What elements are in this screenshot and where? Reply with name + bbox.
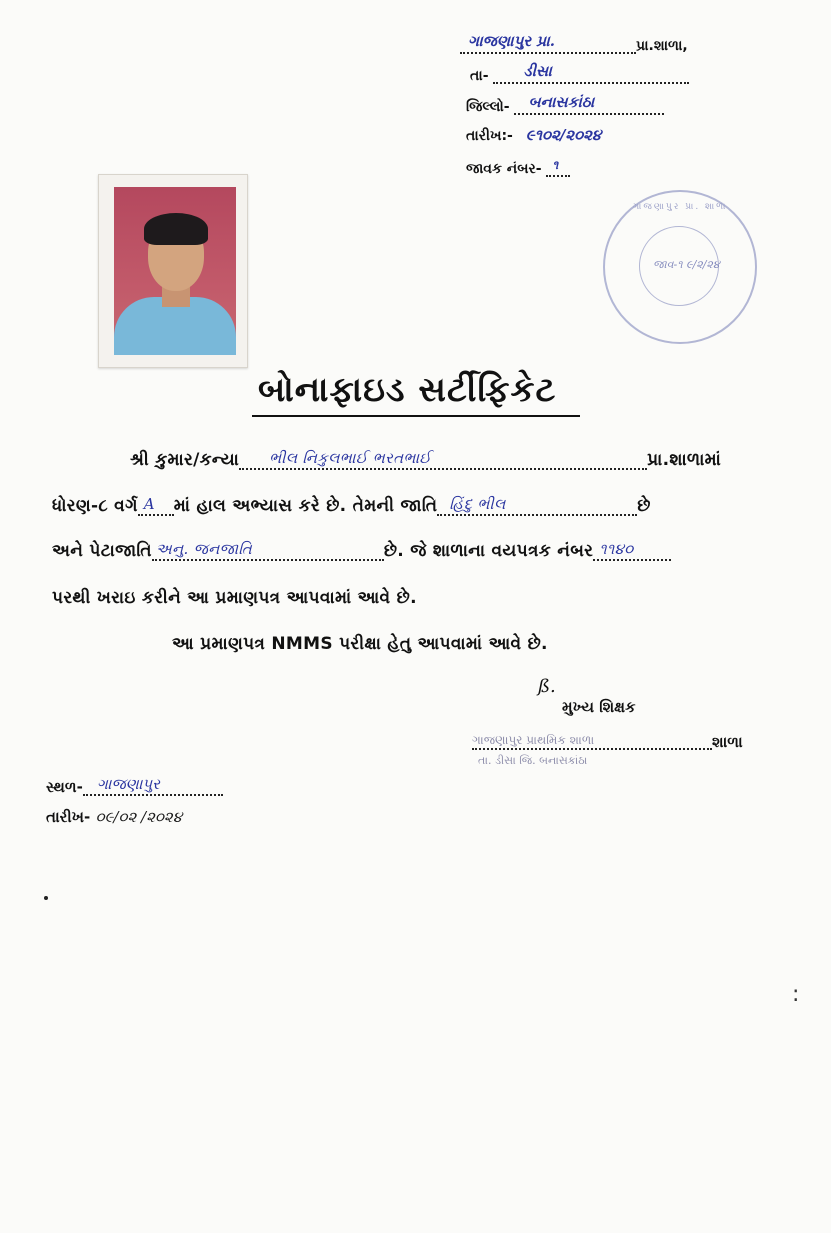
line2-mid: માં હાલ અભ્યાસ કરે છે. તેમની જાતિ — [173, 496, 438, 516]
footer-date-line — [46, 808, 182, 826]
headmaster-signature: ß. — [538, 676, 556, 697]
header-school-value: ગાજણાપુર પ્રા. — [468, 32, 555, 50]
place-field — [83, 776, 223, 796]
header-school-field — [460, 34, 636, 54]
place-value: ગાજણાપુર — [96, 775, 160, 793]
header-outward-label: જાવક નંબર- — [466, 161, 542, 177]
school-name-field — [472, 733, 712, 750]
certificate-title: બોનાફાઇડ સર્ટીફિકેટ — [258, 370, 557, 410]
header-taluka-value: ડીસા — [523, 62, 552, 80]
place-label: સ્થળ- — [46, 778, 83, 796]
header-district-line — [466, 95, 664, 115]
student-photo-image — [114, 187, 236, 355]
register-field — [593, 539, 671, 561]
header-taluka-line — [470, 64, 689, 84]
school-name-stamp — [472, 733, 712, 750]
subcaste-value: અનુ. જનજાતિ — [155, 540, 253, 558]
seal-date: જાવ-૧ ૯/૨/૨૪ — [653, 258, 720, 271]
header-outward-field — [546, 157, 570, 177]
line3-mid: છે. જે શાળાના વયપત્રક નંબર — [383, 541, 594, 561]
line2-prefix: ધોરણ-૮ વર્ગ — [52, 496, 138, 516]
body-line-3 — [52, 539, 671, 561]
student-name-field — [239, 448, 647, 470]
line2-suffix: છે — [637, 496, 651, 516]
line1-suffix: પ્રા.શાળામાં — [647, 450, 722, 470]
title-underline — [252, 415, 580, 417]
line1-prefix: શ્રી કુમાર/કન્યા — [130, 450, 240, 470]
school-suffix: શાળા — [712, 733, 743, 751]
footer-date-value: ૦૯/૦૨ /૨૦૨૪ — [95, 808, 183, 826]
stray-dot — [44, 896, 48, 900]
header-taluka-label: તા- — [470, 68, 489, 84]
caste-value: હિંદુ ભીલ — [449, 495, 506, 513]
header-district-field — [514, 95, 664, 115]
seal-ring-text: ગાજણાપુર પ્રા. શાળા — [632, 202, 728, 212]
footer-date-label: તારીખ- — [46, 808, 91, 826]
body-line-2 — [52, 494, 651, 516]
caste-field — [437, 494, 637, 516]
header-date-label: તારીખ:- — [466, 128, 513, 144]
headmaster-role: મુખ્ય શિક્ષક — [562, 698, 636, 716]
header-outward-value: ૧ — [552, 158, 559, 172]
edge-mark: : — [792, 982, 800, 1007]
class-value: A — [143, 495, 155, 513]
body-line-5: આ પ્રમાણપત્ર NMMS પરીક્ષા હેતુ આપવામાં આવે છે. — [172, 634, 548, 654]
body-line-4: પરથી ખરાઇ કરીને આ પ્રમાણપત્ર આપવામાં આવે છે. — [52, 588, 417, 608]
school-seal — [603, 190, 757, 344]
header-school-suffix: પ્રા.શાળા, — [636, 38, 688, 54]
header-date-value: ૯૧૦૨/૨૦૨૪ — [525, 126, 602, 144]
header-taluka-field — [493, 64, 689, 84]
header-school-line — [460, 34, 688, 54]
student-name-value: ભીલ નિકુલભાઈ ભરતભાઈ — [269, 449, 432, 467]
school-address-stamp: તા. ડીસા જિ. બનાસકાંઠા — [478, 754, 588, 767]
header-district-label: જિલ્લો- — [466, 99, 510, 115]
header-date-line — [466, 126, 601, 144]
place-line — [46, 776, 223, 796]
body-line-1 — [130, 448, 721, 470]
header-outward-line — [466, 157, 570, 177]
class-field — [138, 494, 174, 516]
school-name-stamp-text: ગાજણાપુર પ્રાથમિક શાળા — [472, 733, 595, 747]
register-value: ૧૧૪૦ — [599, 540, 634, 558]
subcaste-field — [152, 539, 384, 561]
student-photo — [98, 174, 248, 368]
line3-prefix: અને પેટાજાતિ — [52, 541, 152, 561]
header-district-value: બનાસકાંઠા — [528, 93, 595, 111]
